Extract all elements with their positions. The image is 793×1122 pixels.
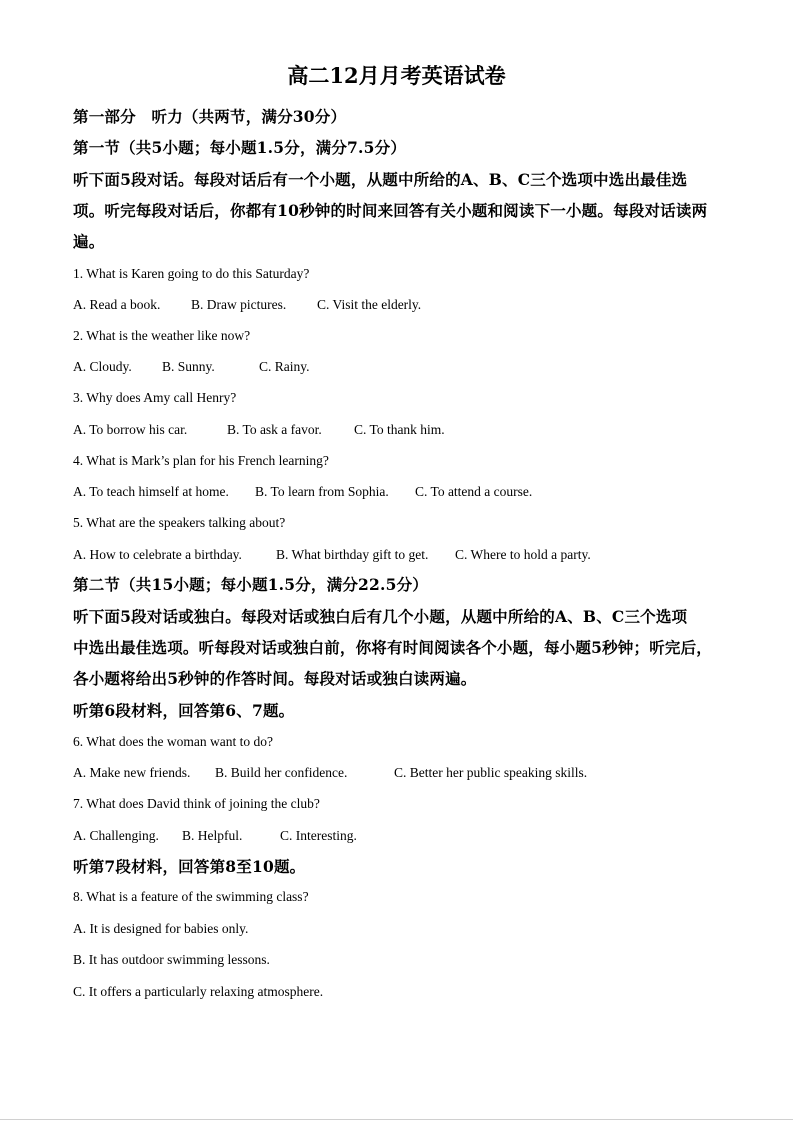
question-7-option-a: A. Challenging.: [73, 828, 159, 843]
question-4-stem: 4. What is Mark’s plan for his French learning?: [73, 453, 329, 468]
question-4-options: [73, 483, 532, 501]
question-6-option-b: B. Build her confidence.: [215, 765, 348, 780]
section2-instructions-line-1: 听下面5段对话或独白。每段对话或独白后有几个小题，从题中所给的A、B、C三个选项: [73, 607, 688, 626]
question-8-option-b: B. It has outdoor swimming lessons.: [73, 952, 270, 967]
section2-instructions-line-2: 中选出最佳选项。听每段对话或独白前，你将有时间阅读各个小题，每小题5秒钟；听完后，: [73, 638, 712, 657]
question-2-option-b: B. Sunny.: [162, 359, 215, 374]
question-2-stem: 2. What is the weather like now?: [73, 328, 251, 343]
exam-title: 高二12月月考英语试卷: [287, 63, 506, 88]
question-7-options: [73, 827, 357, 845]
section2-heading: 第二节（共15小题；每小题1.5分，满分22.5分）: [73, 575, 428, 594]
material-6-heading: 听第6段材料，回答第6、7题。: [73, 701, 295, 720]
question-6-stem: 6. What does the woman want to do?: [73, 734, 273, 749]
question-5-options: [73, 546, 591, 564]
question-1-option-c: C. Visit the elderly.: [317, 297, 422, 312]
question-2-option-c: C. Rainy.: [259, 359, 310, 374]
question-8-option-a: A. It is designed for babies only.: [73, 921, 249, 936]
question-7-option-c: C. Interesting.: [280, 828, 357, 843]
question-6-options: [73, 764, 587, 782]
question-3-option-b: B. To ask a favor.: [227, 422, 322, 437]
section1-instructions-line-1: 听下面5段对话。每段对话后有一个小题，从题中所给的A、B、C三个选项中选出最佳选: [73, 170, 688, 189]
question-1-option-a: A. Read a book.: [73, 297, 161, 312]
section1-instructions-line-2: 项。听完每段对话后，你都有10秒钟的时间来回答有关小题和阅读下一小题。每段对话读两: [73, 201, 708, 220]
question-8-stem: 8. What is a feature of the swimming class?: [73, 889, 309, 904]
section2-instructions-line-3: 各小题将给出5秒钟的作答时间。每段对话或独白读两遍。: [73, 669, 477, 688]
question-6-option-c: C. Better her public speaking skills.: [394, 765, 588, 780]
section1-instructions-line-3: 遍。: [73, 232, 105, 251]
question-5-option-c: C. Where to hold a party.: [455, 547, 591, 562]
question-2-option-a: A. Cloudy.: [73, 359, 132, 374]
question-1-options: [73, 296, 421, 314]
question-4-option-c: C. To attend a course.: [415, 484, 533, 499]
question-6-option-a: A. Make new friends.: [73, 765, 191, 780]
question-7-option-b: B. Helpful.: [182, 828, 243, 843]
question-3-option-c: C. To thank him.: [354, 422, 445, 437]
material-7-heading: 听第7段材料，回答第8至10题。: [73, 857, 306, 876]
question-3-options: [73, 421, 445, 439]
part1-heading: 第一部分 听力（共两节，满分30分）: [73, 107, 347, 126]
question-4-option-a: A. To teach himself at home.: [73, 484, 229, 499]
question-1-stem: 1. What is Karen going to do this Saturday?: [73, 266, 310, 281]
question-3-option-a: A. To borrow his car.: [73, 422, 188, 437]
question-3-stem: 3. Why does Amy call Henry?: [73, 390, 237, 405]
section1-heading: 第一节（共5小题；每小题1.5分，满分7.5分）: [73, 138, 407, 157]
question-5-stem: 5. What are the speakers talking about?: [73, 515, 286, 530]
question-2-options: [73, 358, 310, 376]
question-5-option-a: A. How to celebrate a birthday.: [73, 547, 242, 562]
question-7-stem: 7. What does David think of joining the club?: [73, 796, 320, 811]
question-4-option-b: B. To learn from Sophia.: [255, 484, 389, 499]
question-1-option-b: B. Draw pictures.: [191, 297, 287, 312]
question-8-option-c: C. It offers a particularly relaxing atmosphere.: [73, 984, 324, 999]
question-5-option-b: B. What birthday gift to get.: [276, 547, 429, 562]
page-bottom-divider: [0, 1119, 793, 1120]
